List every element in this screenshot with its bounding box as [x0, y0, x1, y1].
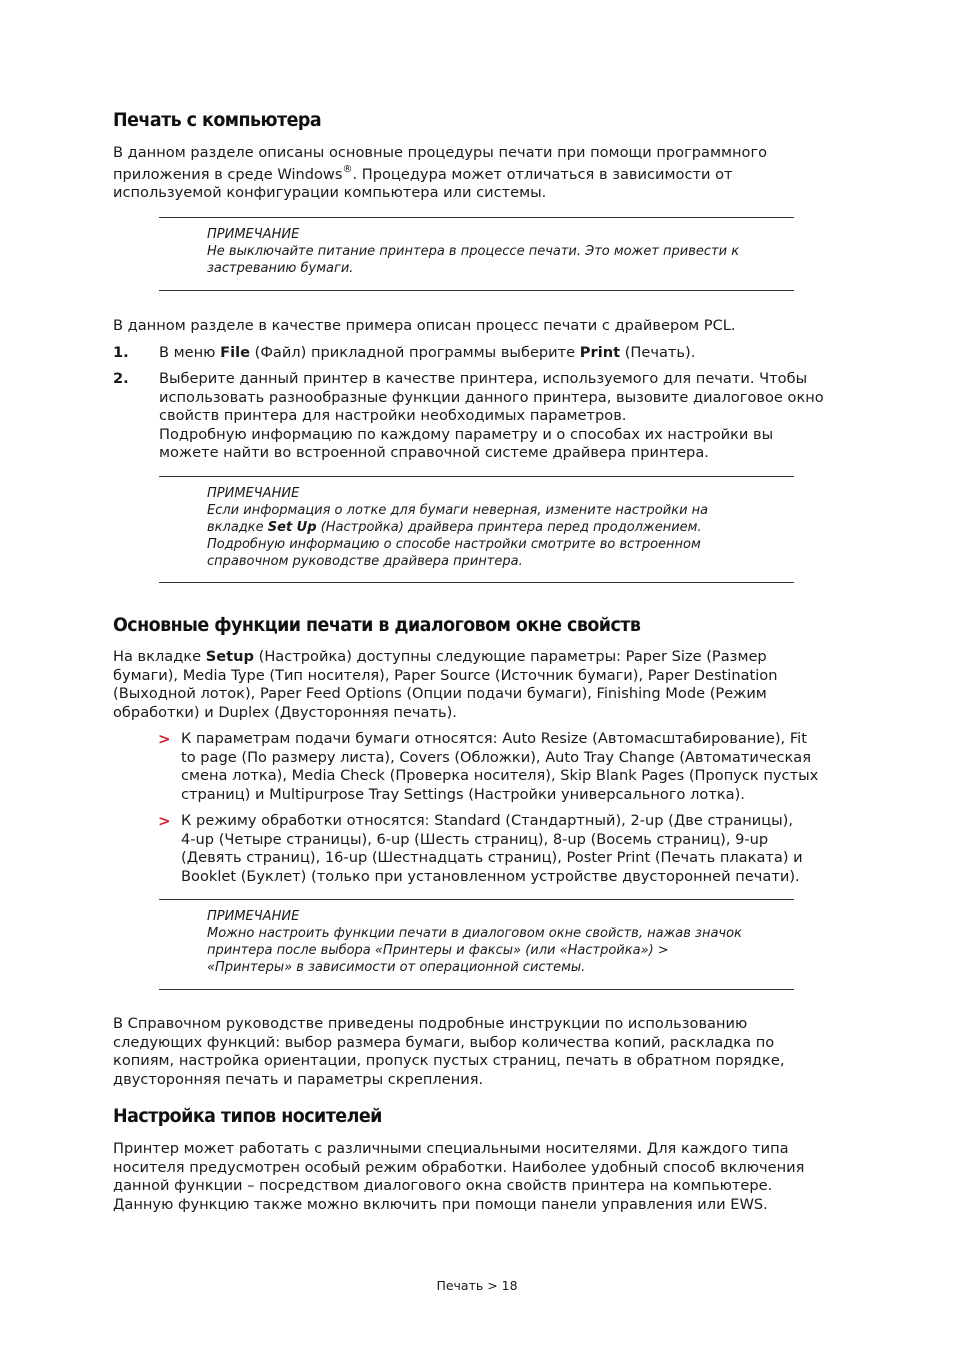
text-fragment: (Настройка) драйвера принтера перед продолжением.	[316, 520, 702, 535]
text-line: К режиму обработки относятся: Standard (Стандартный), 2-up (Две страницы),	[181, 812, 794, 829]
step-number: 1.	[113, 344, 129, 361]
step-2-text	[159, 370, 849, 463]
text-line: смена лотка), Media Check (Проверка носителя), Skip Blank Pages (Пропуск пустых	[181, 767, 819, 784]
text-line: В данном разделе описаны основные процедуры печати при помощи программного	[113, 144, 768, 161]
text-line: следующих функций: выбор размера бумаги, выбор количества копий, раскладка по	[113, 1033, 775, 1051]
text-line: используемой конфигурации компьютера или системы.	[113, 184, 547, 201]
text-line: копиям, настройка ориентации, пропуск пустых страниц, печать в обратном порядке,	[113, 1052, 785, 1069]
text-line: можете найти во встроенной справочной системе драйвера принтера.	[159, 444, 709, 461]
text-line: Подробную информацию по каждому параметру и о способах их настройки вы	[159, 425, 774, 443]
text-line: использовать разнообразные функции данного принтера, вызовите диалоговое окно	[159, 388, 824, 406]
step-1-text	[159, 344, 849, 363]
note-label: ПРИМЕЧАНИЕ	[207, 227, 300, 242]
note-bottom-rule	[159, 989, 794, 990]
note-block	[207, 485, 787, 570]
text-fragment: (Настройка) доступны следующие параметры: Paper Size (Размер	[254, 648, 767, 665]
text-line: Выберите данный принтер в качестве принтера, используемого для печати. Чтобы	[159, 370, 808, 387]
tab-name-set-up: Set Up	[267, 520, 317, 535]
note-block	[207, 226, 787, 277]
text-line: страниц) и Multipurpose Tray Settings (Настройки универсального лотка).	[181, 785, 745, 803]
text-line: Данную функцию также можно включить при помощи панели управления или EWS.	[113, 1195, 768, 1213]
text-line: носителя предусмотрен особый режим обработки. Наиболее удобный способ включения	[113, 1158, 805, 1176]
text-line: К параметрам подачи бумаги относятся: Auto Resize (Автомасштабирование), Fit	[181, 730, 807, 747]
section3-body-paragraph	[113, 1140, 848, 1214]
bullet-arrow-icon: >	[158, 730, 171, 748]
text-line: 4-up (Четыре страницы), 6-up (Шесть страниц), 8-up (Восемь страниц), 9-up	[181, 830, 769, 848]
note-line: Не выключайте питание принтера в процессе печати. Это может привести к	[207, 244, 740, 259]
text-line: обработки) и Duplex (Двусторонняя печать).	[113, 703, 457, 721]
text-line: данной функции – посредством диалогового окна свойств принтера на компьютере.	[113, 1177, 773, 1194]
note-label: ПРИМЕЧАНИЕ	[207, 909, 300, 924]
text-line: бумаги), Media Type (Тип носителя), Paper Source (Источник бумаги), Paper Destination	[113, 666, 778, 684]
note-line: застреванию бумаги.	[207, 261, 354, 276]
note-label: ПРИМЕЧАНИЕ	[207, 486, 300, 501]
section-heading-basic-functions: Основные функции печати в диалоговом окне свойств	[113, 614, 641, 636]
note-line: принтера после выбора «Принтеры и факсы» (или «Настройка») >	[207, 943, 669, 958]
bullet-finishing-mode	[181, 812, 851, 886]
text-line: Принтер может работать с различными специальными носителями. Для каждого типа	[113, 1140, 789, 1157]
text-fragment: . Процедура может отличаться в зависимости от	[352, 165, 733, 183]
text-line: двусторонняя печать и параметры скрепления.	[113, 1070, 484, 1088]
text-line: В данном разделе в качестве примера описан процесс печати с драйвером PCL.	[113, 317, 736, 334]
menu-item-print: Print	[579, 344, 621, 361]
note-line: Если информация о лотке для бумаги неверная, измените настройки на	[207, 503, 709, 518]
note-top-rule	[159, 899, 794, 900]
section2-intro-paragraph	[113, 648, 848, 722]
text-line	[159, 344, 849, 363]
text-fragment: приложения в среде Windows	[113, 165, 343, 183]
text-line: Booklet (Буклет) (только при установленном устройстве двусторонней печати).	[181, 867, 800, 885]
text-fragment: (Печать).	[620, 344, 696, 361]
text-line: (Девять страниц), 16-up (Шестнадцать страниц), Poster Print (Печать плаката) и	[181, 849, 803, 866]
text-line	[113, 648, 848, 667]
tab-name-setup: Setup	[205, 648, 254, 665]
text-line: В Справочном руководстве приведены подробные инструкции по использованию	[113, 1015, 748, 1032]
note-line: Подробную информацию о способе настройки смотрите во встроенном	[207, 537, 701, 552]
menu-name-file: File	[220, 344, 250, 361]
text-fragment: (Файл) прикладной программы выберите	[249, 344, 580, 361]
text-line: to page (По размеру листа), Covers (Обложки), Auto Tray Change (Автоматическая	[181, 748, 812, 766]
bullet-paper-feed	[181, 730, 851, 804]
pcl-intro-paragraph	[113, 317, 848, 336]
text-fragment: В меню	[159, 344, 221, 361]
note-line	[207, 519, 787, 536]
text-fragment: вкладке	[207, 520, 268, 535]
registered-mark: ®	[342, 163, 353, 175]
text-line: свойств принтера для настройки необходимых параметров.	[159, 407, 627, 424]
section2-outro-paragraph	[113, 1015, 848, 1089]
section-heading-print-from-computer: Печать с компьютера	[113, 109, 322, 131]
text-fragment: На вкладке	[113, 648, 206, 665]
bullet-arrow-icon: >	[158, 812, 171, 830]
note-line: Можно настроить функции печати в диалоговом окне свойств, нажав значок	[207, 926, 742, 941]
note-line: «Принтеры» в зависимости от операционной системы.	[207, 960, 586, 975]
note-top-rule	[159, 476, 794, 477]
note-bottom-rule	[159, 290, 794, 291]
page-footer: Печать > 18	[436, 1278, 518, 1293]
section-heading-media-types: Настройка типов носителей	[113, 1105, 382, 1127]
text-line	[113, 163, 848, 185]
step-number: 2.	[113, 370, 129, 387]
note-block	[207, 908, 787, 976]
section1-intro-paragraph	[113, 144, 848, 203]
note-top-rule	[159, 217, 794, 218]
note-line: справочном руководстве драйвера принтера.	[207, 554, 523, 569]
note-bottom-rule	[159, 582, 794, 583]
text-line: (Выходной лоток), Paper Feed Options (Опции подачи бумаги), Finishing Mode (Режим	[113, 685, 767, 702]
